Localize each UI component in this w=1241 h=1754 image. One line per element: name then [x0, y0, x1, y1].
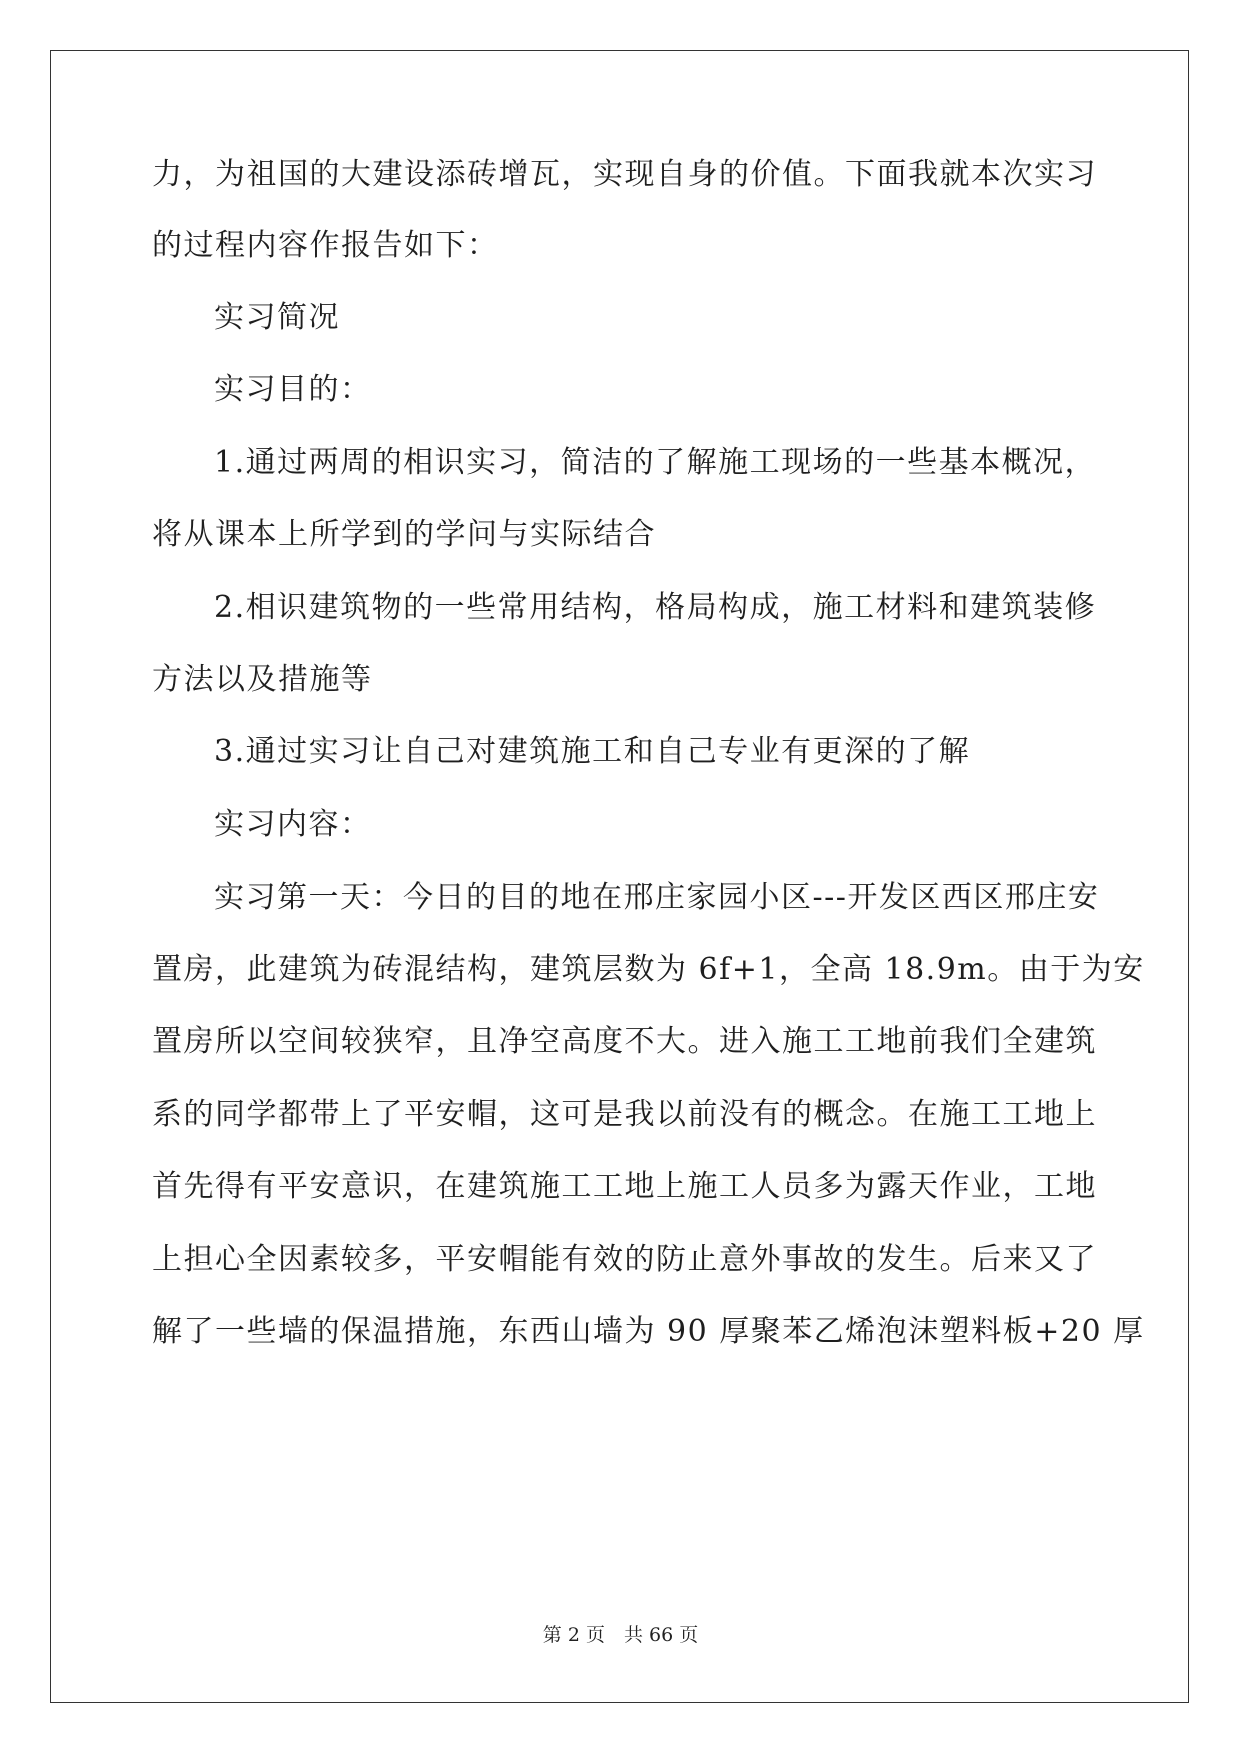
text-line: 上担心全因素较多，平安帽能有效的防止意外事故的发生。后来又了: [152, 1242, 1097, 1277]
text-line: 2.相识建筑物的一些常用结构，格局构成，施工材料和建筑装修: [214, 590, 1097, 625]
text-line: 方法以及措施等: [152, 662, 373, 697]
text-line: 首先得有平安意识，在建筑施工工地上施工人员多为露天作业，工地: [152, 1169, 1097, 1204]
page-number: 第 2 页 共 66 页: [542, 1624, 699, 1646]
text-line: 系的同学都带上了平安帽，这可是我以前没有的概念。在施工工地上: [152, 1097, 1097, 1132]
text-line: 1.通过两周的相识实习，简洁的了解施工现场的一些基本概况，: [214, 445, 1097, 480]
text-line: 置房，此建筑为砖混结构，建筑层数为 6f+1，全高 18.9m。由于为安: [152, 952, 1145, 987]
section-heading: 实习内容：: [214, 807, 372, 842]
text-line: 将从课本上所学到的学问与实际结合: [152, 517, 656, 552]
text-line: 的过程内容作报告如下：: [152, 228, 499, 263]
section-heading: 实习简况: [214, 300, 340, 335]
text-line: 置房所以空间较狭窄，且净空高度不大。进入施工工地前我们全建筑: [152, 1024, 1097, 1059]
text-line: 解了一些墙的保温措施，东西山墙为 90 厚聚苯乙烯泡沫塑料板+20 厚: [152, 1314, 1145, 1349]
text-line: 力，为祖国的大建设添砖增瓦，实现自身的价值。下面我就本次实习: [152, 157, 1097, 192]
text-line: 3.通过实习让自己对建筑施工和自己专业有更深的了解: [214, 734, 971, 769]
section-heading: 实习目的：: [214, 372, 372, 407]
text-line: 实习第一天：今日的目的地在邢庄家园小区---开发区西区邢庄安: [214, 880, 1100, 915]
